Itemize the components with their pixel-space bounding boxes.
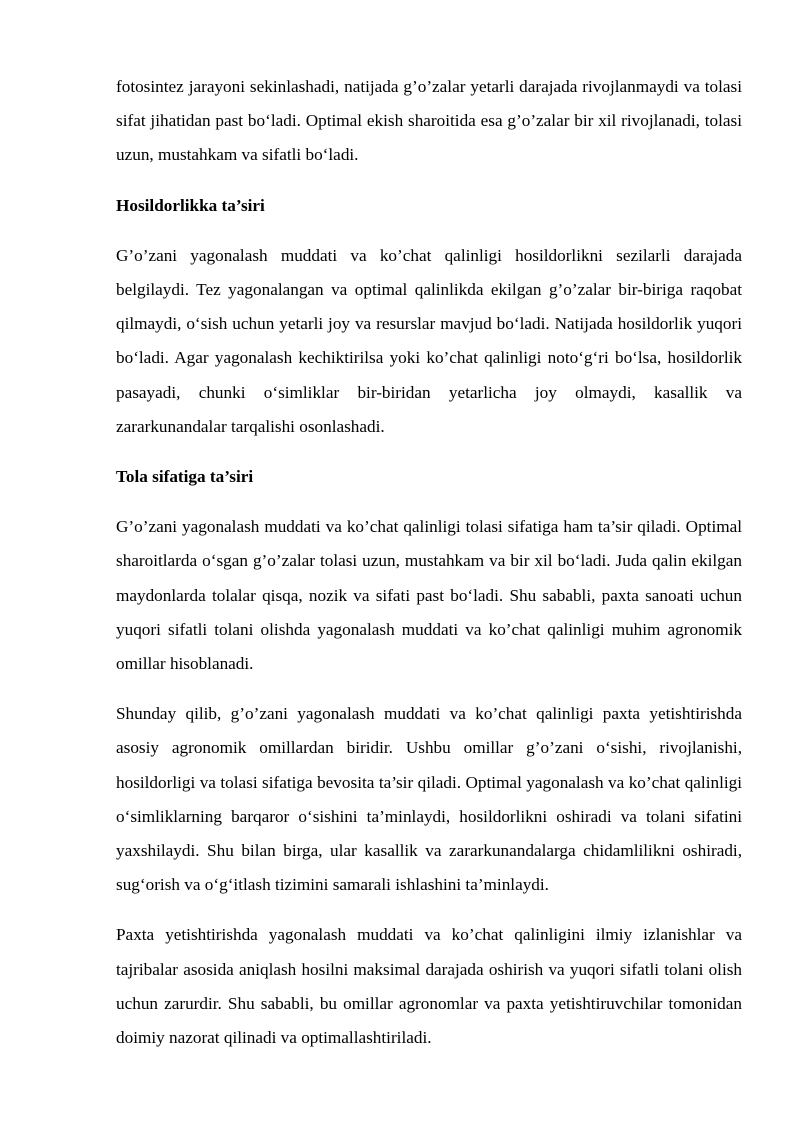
heading-yield-effect: Hosildorlikka ta’siri xyxy=(116,195,265,215)
paragraph-fiber-quality: G’o’zani yagonalash muddati va ko’chat qalinligi tolasi sifatiga ham ta’sir qiladi. Optimal sharoitlarda o‘sgan g’o’zalar tolasi uzun, mustahkam va bir xil bo‘ladi. Juda qalin ekilgan maydonlarda tolalar qisqa, nozik va sifati past bo‘ladi. Shu sababli, paxta sanoati uchun yuqori sifatli tolani olishda yagonalash muddati va ko’chat qalinligi muhim agronomik omillar hisoblanadi. xyxy=(116,517,742,674)
paragraph-conclusion: Shunday qilib, g’o’zani yagonalash muddati va ko’chat qalinligi paxta yetishtirishda asosiy agronomik omillardan biridir. Ushbu omillar g’o’zani o‘sishi, rivojlanishi, hosildorligi va tolasi sifatiga bevosita ta’sir qiladi. Optimal yagonalash va ko’chat qalinligi o‘simliklarning barqaror o‘sishini ta’minlaydi, hosildorlikni oshiradi va tolani sifatini yaxshilaydi. Shu bilan birga, ular kasallik va zararkunandalarga chidamlilikni oshiradi, sug‘orish va o‘g‘itlash tizimini samarali ishlashini ta’minlaydi. xyxy=(116,704,742,895)
document-page xyxy=(116,70,742,1071)
heading-fiber-quality-effect: Tola sifatiga ta’siri xyxy=(116,467,254,487)
paragraph-photosynthesis: fotosintez jarayoni sekinlashadi, natijada g’o’zalar yetarli darajada rivojlanmaydi va tolasi sifat jihatidan past bo‘ladi. Optimal ekish sharoitida esa g’o’zalar bir xil rivojlanadi, tolasi uzun, mustahkam va sifatli bo‘ladi. xyxy=(116,77,742,165)
paragraph-yield: G’o’zani yagonalash muddati va ko’chat qalinligi hosildorlikni sezilarli darajada belgilaydi. Tez yagonalangan va optimal qalinlikda ekilgan g’o’zalar bir-biriga raqobat qilmaydi, o‘sish uchun yetarli joy va resurslar mavjud bo‘ladi. Natijada hosildorlik yuqori bo‘ladi. Agar yagonalash kechiktirilsa yoki ko’chat qalinligi noto‘g‘ri bo‘lsa, hosildorlik pasayadi, chunki o‘simliklar bir-biridan yetarlicha joy olmaydi, kasallik va zararkunandalar tarqalishi osonlashadi. xyxy=(116,245,742,436)
paragraph-research: Paxta yetishtirishda yagonalash muddati va ko’chat qalinligini ilmiy izlanishlar va tajribalar asosida aniqlash hosilni maksimal darajada oshirish va yuqori sifatli tolani olish uchun zarurdir. Shu sababli, bu omillar agronomlar va paxta yetishtiruvchilar tomonidan doimiy nazorat qilinadi va optimallashtiriladi. xyxy=(116,925,742,1048)
